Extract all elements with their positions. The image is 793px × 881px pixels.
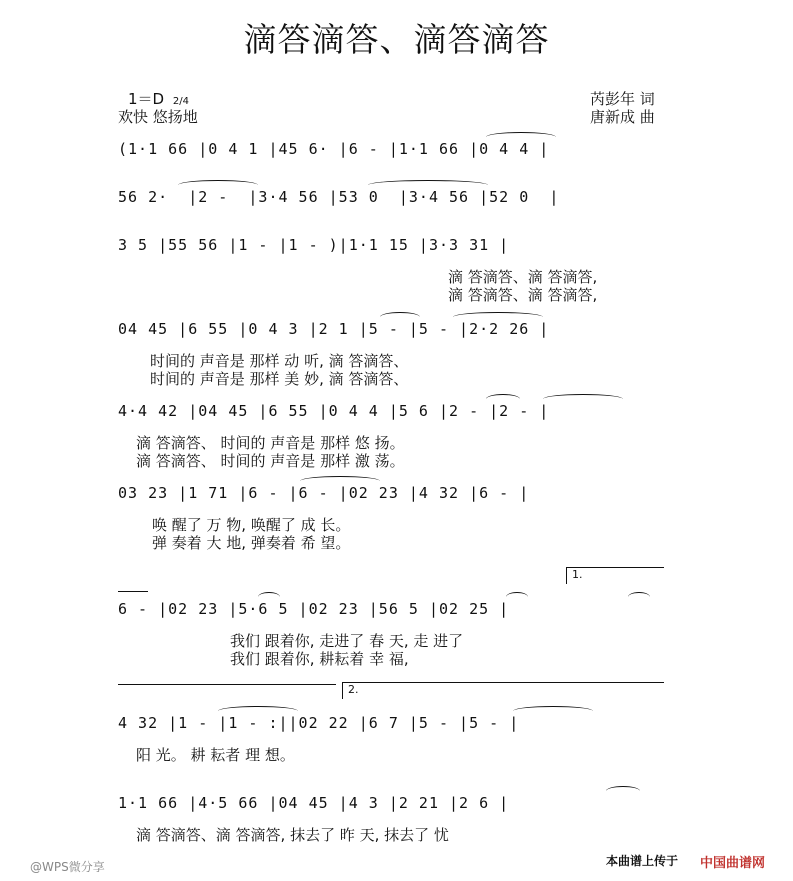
slur-mark — [453, 312, 543, 322]
score-row-1 — [118, 140, 673, 170]
lyrics-verse-2: 时间的 声音是 那样 美 妙, 滴 答滴答、 — [150, 370, 409, 388]
wps-watermark: @WPS微分享 — [30, 860, 105, 874]
notes-row: 04 45 |6 55 |0 4 3 |2 1 |5 - |5 - |2·2 26 | — [118, 320, 550, 338]
slur-mark — [258, 592, 280, 602]
slur-mark — [380, 312, 420, 322]
slur-mark — [628, 592, 650, 602]
lyrics-verse-2: 滴 答滴答、 时间的 声音是 那样 激 荡。 — [136, 452, 405, 470]
score-row-7 — [118, 600, 673, 670]
site-logo[interactable]: 中国曲谱网 — [699, 856, 765, 871]
notes-row: (1·1 66 |0 4 1 |45 6· |6 - |1·1 66 |0 4 4 | — [118, 140, 550, 158]
notes-row: 4·4 42 |04 45 |6 55 |0 4 4 |5 6 |2 - |2 - | — [118, 402, 550, 420]
second-ending-bracket — [342, 682, 664, 699]
tempo-marking: 欢快 悠扬地 — [118, 108, 198, 126]
time-signature: 2/4 — [172, 96, 189, 107]
slur-mark — [368, 180, 488, 190]
score-row-9 — [118, 794, 673, 844]
tie-line — [118, 591, 148, 592]
upload-note: 本曲谱上传于 — [605, 854, 678, 868]
score-row-4 — [118, 320, 673, 390]
lyrics-verse-2: 滴 答滴答、滴 答滴答, — [448, 286, 598, 304]
score-row-8 — [118, 714, 673, 764]
lyrics-verse-2: 我们 跟着你, 耕耘着 幸 福, — [230, 650, 409, 668]
slur-mark — [486, 394, 520, 404]
score-row-2 — [118, 188, 673, 218]
first-ending-label: 1. — [572, 568, 583, 581]
lyrics-verse-1: 阳 光。 耕 耘者 理 想。 — [136, 746, 295, 764]
notes-row: 03 23 |1 71 |6 - |6 - |02 23 |4 32 |6 - | — [118, 484, 530, 502]
notes-row: 56 2· |2 - |3·4 56 |53 0 |3·4 56 |52 0 | — [118, 188, 560, 206]
notes-row: 6 - |02 23 |5·6 5 |02 23 |56 5 |02 25 | — [118, 600, 510, 618]
song-title: 滴答滴答、滴答滴答 — [243, 20, 550, 59]
lyrics-verse-1: 滴 答滴答、滴 答滴答, — [448, 268, 598, 286]
slur-mark — [300, 476, 380, 486]
key-label: 1＝D — [128, 90, 165, 108]
first-ending-continuation — [118, 684, 336, 685]
slur-mark — [513, 706, 593, 716]
score-row-5 — [118, 402, 673, 472]
lyrics-verse-1: 滴 答滴答、滴 答滴答, 抹去了 昨 天, 抹去了 忧 — [136, 826, 449, 844]
lyrics-verse-2: 弹 奏着 大 地, 弹奏着 希 望。 — [152, 534, 351, 552]
score-row-6 — [118, 484, 673, 554]
slur-mark — [506, 592, 528, 602]
lyrics-verse-1: 唤 醒了 万 物, 唤醒了 成 长。 — [152, 516, 351, 534]
lyricist-credit: 芮彭年 词 — [590, 90, 655, 108]
notes-row: 3 5 |55 56 |1 - |1 - )|1·1 15 |3·3 31 | — [118, 236, 510, 254]
slur-mark — [218, 706, 298, 716]
lyrics-verse-1: 滴 答滴答、 时间的 声音是 那样 悠 扬。 — [136, 434, 405, 452]
slur-mark — [543, 394, 623, 404]
score-row-3 — [118, 236, 673, 304]
slur-mark — [486, 132, 556, 142]
slur-mark — [606, 786, 640, 796]
second-ending-label: 2. — [348, 683, 359, 696]
lyrics-verse-1: 我们 跟着你, 走进了 春 天, 走 进了 — [230, 632, 464, 650]
notes-row: 1·1 66 |4·5 66 |04 45 |4 3 |2 21 |2 6 | — [118, 794, 510, 812]
composer-credit: 唐新成 曲 — [590, 108, 655, 126]
slur-mark — [178, 180, 258, 190]
notes-row: 4 32 |1 - |1 - :||02 22 |6 7 |5 - |5 - | — [118, 714, 520, 732]
lyrics-verse-1: 时间的 声音是 那样 动 听, 滴 答滴答、 — [150, 352, 409, 370]
